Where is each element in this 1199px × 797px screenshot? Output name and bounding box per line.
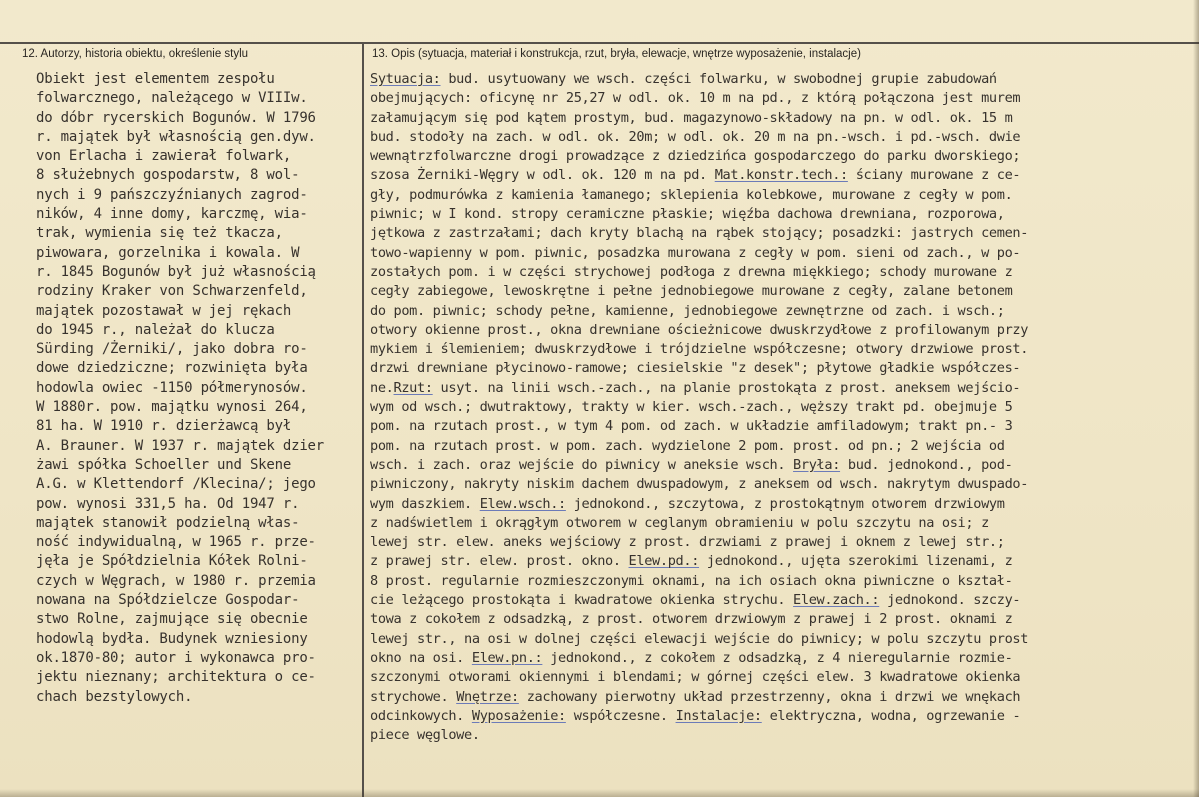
description-segment: wym od wsch.; dwutraktowy, trakty w kier. wsch.-zach., węższy trakt pd. obejmuje 5 <box>370 399 1013 416</box>
history-line: von Erlacha i zawierał folwark, <box>36 148 292 165</box>
history-line: stwo Rolne, zajmujące się obecnie <box>36 611 308 628</box>
history-line: majątek stanowił podzielną włas- <box>36 514 300 531</box>
section-heading: Elew.pd.: <box>628 553 700 570</box>
description-segment: towa z cokołem z odsadzką, z prost. otworem drzwiowym z prawej i 2 prost. oknami z <box>370 611 1013 628</box>
history-line: 8 służebnych gospodarstw, 8 wol- <box>36 167 300 184</box>
description-line <box>370 340 1196 359</box>
description-segment: z prawej str. elew. prost. okno. <box>370 553 629 570</box>
description-segment: towo-wapienny w pom. piwnic, posadzka murowana z cegły w pom. sieni od zach., w po- <box>370 244 1021 261</box>
description-line <box>370 668 1196 687</box>
history-text <box>36 70 356 707</box>
history-line: A.G. w Klettendorf /Klecina/; jego <box>36 476 316 493</box>
description-line <box>370 109 1196 128</box>
description-line <box>370 302 1196 321</box>
description-segment: bud. jednokond., pod- <box>840 456 1013 473</box>
description-segment: lewej str., na osi w dolnej części elewacji wejście do piwnicy; w polu szczytu prost <box>370 630 1029 647</box>
section-heading: Elew.zach.: <box>793 592 880 609</box>
description-line <box>370 514 1196 533</box>
description-line <box>370 707 1196 726</box>
description-segment: usyt. na linii wsch.-zach., na planie prostokąta z prost. aneksem wejścio- <box>432 379 1021 396</box>
description-line <box>370 359 1196 378</box>
description-segment: odcinkowych. <box>370 707 472 724</box>
description-segment: otwory okienne prost., okna drewniane ościeżnicowe dwuskrzydłowe z profilowanym przy <box>370 321 1029 338</box>
history-line: r. 1845 Bogunów był już własnością <box>36 263 316 280</box>
description-segment: do pom. piwnic; schody pełne, kamienne, jednobiegowe zewnętrzne od zach. i wsch.; <box>370 302 1005 319</box>
history-line: czych w Węgrach, w 1980 r. przemia <box>36 572 316 589</box>
description-line <box>370 495 1196 514</box>
description-segment: wewnątrzfolwarczne drogi prowadzące z dziedzińca gospodarczego do parku dworskiego; <box>370 148 1021 165</box>
section-heading: Elew.wsch.: <box>479 495 566 512</box>
description-line <box>370 726 1196 745</box>
history-line: r. majątek był własnością gen.dyw. <box>36 128 316 145</box>
top-rule <box>0 42 1199 44</box>
history-line: majątek pozostawał w jej rękach <box>36 302 292 319</box>
description-segment: jednokond. szczy- <box>879 592 1021 609</box>
history-line: chach bezstylowych. <box>36 688 193 705</box>
history-line: ników, 4 inne domy, karczmę, wia- <box>36 206 308 223</box>
description-segment: strychowe. <box>370 688 457 705</box>
section-heading: Elew.pn.: <box>471 649 543 666</box>
section-heading: Bryła: <box>793 456 841 473</box>
history-line: nowana na Spółdzielcze Gospodar- <box>36 592 300 609</box>
description-segment: obejmujących: oficynę nr 25,27 w odl. ok. 10 m na pd., z którą połączona jest murem <box>370 90 1021 107</box>
description-segment: załamującym się pod kątem prostym, bud. magazynowo-składowy na pn. w odl. ok. 15 m <box>370 109 1013 126</box>
description-segment: zostałych pom. i w części strychowej podłoga z drewna miękkiego; schody murowane z <box>370 263 1013 280</box>
description-line <box>370 417 1196 436</box>
history-line: A. Brauner. W 1937 r. majątek dzier <box>36 437 325 454</box>
description-line <box>370 166 1196 185</box>
section-heading: Rzut: <box>393 379 433 396</box>
description-segment: zachowany pierwotny układ przestrzenny, okna i drzwi we wnękach <box>518 688 1021 705</box>
section-heading: Instalacje: <box>675 707 762 724</box>
history-line: dowe dziedziczne; rozwinięta była <box>36 360 308 377</box>
history-line: trak, wymienia się też tkacza, <box>36 225 283 242</box>
description-segment: bud. stodoły na zach. w odl. ok. 20m; w odl. ok. 20 m na pn.-wsch. i pd.-wsch. dwie <box>370 128 1021 145</box>
description-segment: z nadświetlem i okrągłym otworem w ceglanym obramieniu w polu szczytu na osi; z <box>370 514 989 531</box>
description-segment: piece węglowe. <box>370 727 480 744</box>
history-line: ność indywidualną, w 1965 r. prze- <box>36 534 316 551</box>
description-line <box>370 533 1196 552</box>
section-12-header: 12. Autorzy, historia obiektu, określenie stylu <box>22 48 249 60</box>
description-line <box>370 398 1196 417</box>
scan-bottom-shadow <box>0 789 1199 797</box>
description-segment: jednokond., szczytowa, z prostokątnym otworem drzwiowym <box>565 495 1005 512</box>
description-line <box>370 89 1196 108</box>
history-line: rodziny Kraker von Schwarzenfeld, <box>36 283 308 300</box>
description-line <box>370 205 1196 224</box>
description-segment: jednokond., ujęta szerokimi lizenami, z <box>699 553 1013 570</box>
description-segment: piwnic; w I kond. stropy ceramiczne płaskie; więźba dachowa drewniana, rozporowa, <box>370 206 1005 223</box>
description-line <box>370 630 1196 649</box>
description-line <box>370 263 1196 282</box>
description-segment: współczesne. <box>565 707 676 724</box>
description-segment: lewej str. elew. aneks wejściowy z prost. drzwiami z prawej i oknem z lewej str.; <box>370 534 1005 551</box>
description-segment: pom. na rzutach prost., w tym 4 pom. od zach. w układzie amfiladowym; trakt pn.- 3 <box>370 418 1013 435</box>
section-heading: Wyposażenie: <box>471 707 566 724</box>
history-line: ok.1870-80; autor i wykonawca pro- <box>36 649 316 666</box>
description-line <box>370 437 1196 456</box>
description-line <box>370 688 1196 707</box>
description-line <box>370 649 1196 668</box>
history-line: do 1945 r., należał do klucza <box>36 321 275 338</box>
history-line: jektu nieznany; architektura o ce- <box>36 669 316 686</box>
description-line <box>370 70 1196 89</box>
description-line <box>370 379 1196 398</box>
history-line: jęła je Spółdzielnia Kółek Rolni- <box>36 553 308 570</box>
description-segment: elektryczna, wodna, ogrzewanie - <box>761 707 1021 724</box>
description-line <box>370 147 1196 166</box>
description-segment: szczonymi otworami okiennymi i blendami; w górnej części elew. 3 kwadratowe okienka <box>370 669 1021 686</box>
section-heading: Wnętrze: <box>456 688 519 705</box>
history-line: folwarcznego, należącego w VIIIw. <box>36 90 308 107</box>
scan-edge-shadow <box>1193 0 1199 797</box>
section-heading: Sytuacja: <box>370 71 441 87</box>
description-line <box>370 591 1196 610</box>
history-line: W 1880r. pow. majątku wynosi 264, <box>36 399 308 416</box>
description-segment: jętkowa z zastrzałami; dach kryty blachą na rąbek stojący; posadzki: jastrych cemen- <box>370 225 1029 242</box>
history-line: hodowla owiec -1150 półmerynosów. <box>36 379 308 396</box>
description-segment: cie leżącego prostokąta i kwadratowe okienka strychu. <box>370 592 794 609</box>
history-line: Obiekt jest elementem zespołu <box>36 71 275 87</box>
description-segment: piwniczony, nakryty niskim dachem dwuspadowym, z aneksem od wsch. nakrytym dwuspado- <box>370 476 1029 493</box>
column-divider <box>362 42 364 797</box>
description-text <box>370 70 1196 745</box>
description-line <box>370 282 1196 301</box>
description-segment: jednokond., z cokołem z odsadzką, z 4 nieregularnie rozmie- <box>542 649 1013 666</box>
description-segment: okno na osi. <box>370 649 472 666</box>
history-line: piwowara, gorzelnika i kowala. W <box>36 244 300 261</box>
description-line <box>370 186 1196 205</box>
description-segment: szosa Żerniki-Węgry w odl. ok. 120 m na pd. <box>370 167 715 184</box>
description-line <box>370 244 1196 263</box>
description-segment: ne. <box>370 379 394 396</box>
description-segment: 8 prost. regularnie rozmieszczonymi oknami, na ich osiach okna piwniczne o kształ- <box>370 572 1013 589</box>
description-line <box>370 321 1196 340</box>
description-segment: cegły zabiegowe, lewoskrętne i pełne jednobiegowe murowane z cegły, zalane betonem <box>370 283 1013 300</box>
history-line: nych i 9 pańszczyźnianych zagrod- <box>36 186 308 203</box>
history-line: do dóbr rycerskich Bogunów. W 1796 <box>36 109 316 126</box>
description-segment: drzwi drewniane płycinowo-ramowe; ciesielskie "z desek"; płytowe gładkie współczes- <box>370 360 1021 377</box>
description-line <box>370 572 1196 591</box>
description-segment: pom. na rzutach prost. w pom. zach. wydzielone 2 pom. prost. od pn.; 2 wejścia od <box>370 437 1005 454</box>
description-segment: wsch. i zach. oraz wejście do piwnicy w aneksie wsch. <box>370 456 794 473</box>
history-line: Sürding /Żerniki/, jako dobra ro- <box>36 341 308 358</box>
description-line <box>370 224 1196 243</box>
section-13-header: 13. Opis (sytuacja, materiał i konstrukcja, rzut, bryła, elewacje, wnętrze wyposażenie, instalacje) <box>372 48 861 60</box>
description-line <box>370 475 1196 494</box>
description-segment: mykiem i ślemieniem; dwuskrzydłowe i trójdzielne współczesne; otwory drzwiowe prost. <box>370 341 1029 358</box>
description-line <box>370 610 1196 629</box>
history-line: pow. wynosi 331,5 ha. Od 1947 r. <box>36 495 300 512</box>
description-line <box>370 128 1196 147</box>
description-line <box>370 456 1196 475</box>
description-segment: bud. usytuowany we wsch. części folwarku, w swobodnej grupie zabudowań <box>440 71 997 87</box>
description-segment: gły, podmurówka z kamienia łamanego; sklepienia kolebkowe, murowane z cegły w pom. <box>370 186 1013 203</box>
section-heading: Mat.konstr.tech.: <box>714 167 848 184</box>
description-segment: ściany murowane z ce- <box>847 167 1021 184</box>
description-segment: wym daszkiem. <box>370 495 480 512</box>
history-line: 81 ha. W 1910 r. dzierżawcą był <box>36 418 292 435</box>
description-line <box>370 552 1196 571</box>
history-line: żawi spółka Schoeller und Skene <box>36 456 292 473</box>
history-line: hodowlą bydła. Budynek wzniesiony <box>36 630 308 647</box>
